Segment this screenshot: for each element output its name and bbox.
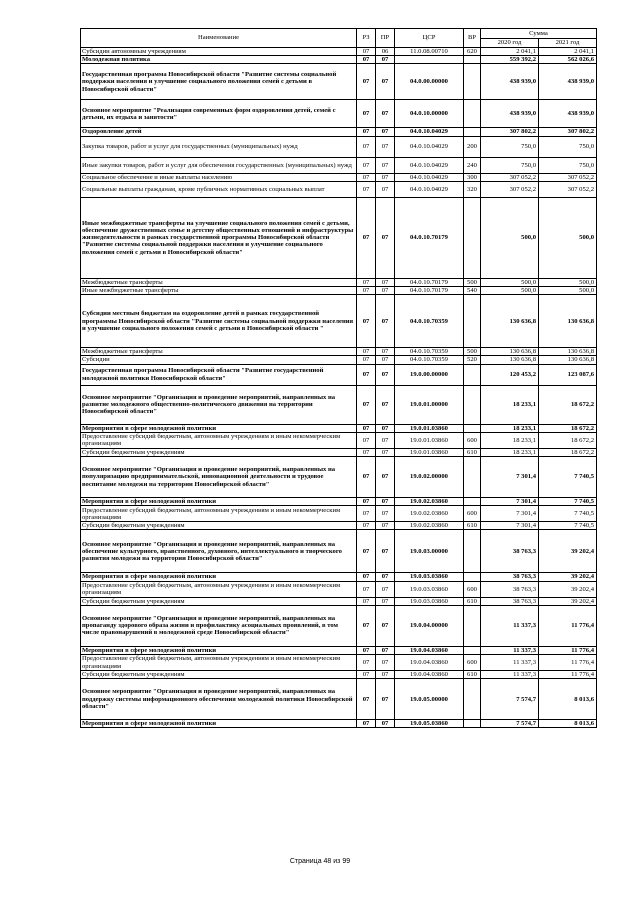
cell-sum-2021: 500,0 [539,287,597,295]
cell-sum-2021: 8 013,6 [539,720,597,728]
cell-name: Субсидии бюджетным учреждениям [81,448,357,456]
table-row [81,181,597,197]
cell-csr: 11.0.08.00710 [395,48,464,56]
table-row [81,157,597,173]
cell-rz: 07 [357,295,376,348]
cell-pr: 07 [376,457,395,498]
col-header-2020: 2020 год [481,39,539,48]
cell-name: Субсидии бюджетным учреждениям [81,671,357,679]
cell-pr: 07 [376,432,395,448]
cell-sum-2020: 307 052,2 [481,173,539,181]
cell-sum-2020: 11 337,3 [481,605,539,646]
cell-csr: 04.0.10.04029 [395,136,464,157]
table-row [81,287,597,295]
cell-rz: 07 [357,128,376,136]
cell-vr: 600 [464,655,481,671]
cell-name: Закупка товаров, работ и услуг для государственных (муниципальных) нужд [81,136,357,157]
cell-csr: 19.0.02.00000 [395,457,464,498]
cell-csr: 19.0.05.00000 [395,679,464,720]
cell-csr: 19.0.03.03860 [395,573,464,581]
cell-sum-2020: 750,0 [481,157,539,173]
table-row [81,605,597,646]
cell-csr: 04.0.10.70179 [395,287,464,295]
cell-vr: 200 [464,136,481,157]
cell-rz: 07 [357,573,376,581]
cell-pr: 07 [376,197,395,278]
cell-vr: 610 [464,671,481,679]
cell-pr: 07 [376,646,395,654]
table-row [81,128,597,136]
cell-csr: 19.0.02.03860 [395,522,464,530]
cell-sum-2021: 7 740,5 [539,522,597,530]
cell-vr [464,424,481,432]
cell-pr: 07 [376,530,395,573]
cell-name: Иные межбюджетные трансферты на улучшение социального положения семей с детьми, обеспечение дружественных семье и детству общественных отношений и инфраструктуры жизнедеятельности в рамках государственной программы Новосибирской области "Развитие системы социальной поддержки населения и улучшение социального положения семей с детьми в Новосибирской области" [81,197,357,278]
cell-rz: 07 [357,605,376,646]
cell-sum-2021: 39 202,4 [539,597,597,605]
cell-vr: 500 [464,278,481,286]
cell-pr: 07 [376,157,395,173]
cell-rz: 07 [357,356,376,364]
cell-rz: 07 [357,364,376,385]
cell-vr: 600 [464,506,481,522]
cell-rz: 07 [357,348,376,356]
cell-pr: 07 [376,506,395,522]
cell-rz: 07 [357,287,376,295]
cell-rz: 07 [357,197,376,278]
cell-pr: 07 [376,671,395,679]
cell-csr: 04.0.10.04029 [395,157,464,173]
cell-sum-2021: 7 740,5 [539,457,597,498]
cell-csr: 19.0.01.03860 [395,448,464,456]
cell-sum-2021: 18 672,2 [539,448,597,456]
cell-vr [464,364,481,385]
cell-sum-2021: 562 026,6 [539,56,597,64]
cell-sum-2020: 438 939,0 [481,64,539,100]
cell-sum-2021: 39 202,4 [539,581,597,597]
cell-csr: 04.0.10.70179 [395,278,464,286]
cell-sum-2021: 11 776,4 [539,605,597,646]
table-row [81,581,597,597]
cell-sum-2021: 750,0 [539,157,597,173]
cell-pr: 07 [376,424,395,432]
cell-sum-2020: 7 574,7 [481,679,539,720]
cell-csr: 04.0.10.70359 [395,295,464,348]
cell-pr: 07 [376,278,395,286]
table-row [81,597,597,605]
cell-sum-2021: 2 041,1 [539,48,597,56]
cell-pr: 07 [376,581,395,597]
cell-rz: 07 [357,56,376,64]
cell-vr [464,573,481,581]
cell-sum-2021: 7 740,5 [539,506,597,522]
cell-pr: 07 [376,385,395,424]
cell-csr: 19.0.04.03860 [395,671,464,679]
cell-vr: 300 [464,173,481,181]
cell-name: Иные межбюджетные трансферты [81,287,357,295]
cell-rz: 07 [357,457,376,498]
cell-sum-2020: 18 233,1 [481,424,539,432]
cell-sum-2020: 38 763,3 [481,597,539,605]
table-row [81,173,597,181]
cell-name: Субсидии автономным учреждениям [81,48,357,56]
cell-sum-2021: 307 802,2 [539,128,597,136]
cell-name: Предоставление субсидий бюджетным, автономным учреждениям и иным некоммерческим организациям [81,506,357,522]
table-body [81,48,597,728]
cell-pr: 07 [376,287,395,295]
cell-csr [395,56,464,64]
col-header-name: Наименование [81,29,357,48]
cell-vr [464,128,481,136]
cell-name: Молодежная политика [81,56,357,64]
cell-name: Основное мероприятие "Организация и проведение мероприятий, направленных на обеспечение культурного, нравственного, духовного, интеллектуального и творческого развития молодежи на территории Новосибирской области" [81,530,357,573]
budget-table-container [80,28,596,728]
cell-rz: 07 [357,278,376,286]
cell-csr: 04.0.00.00000 [395,64,464,100]
cell-csr: 19.0.03.03860 [395,581,464,597]
col-header-vr: ВР [464,29,481,48]
cell-name: Предоставление субсидий бюджетным, автономным учреждениям и иным некоммерческим организациям [81,581,357,597]
cell-pr: 07 [376,348,395,356]
col-header-rz: РЗ [357,29,376,48]
cell-vr: 610 [464,597,481,605]
cell-vr [464,385,481,424]
table-row [81,498,597,506]
cell-name: Иные закупки товаров, работ и услуг для обеспечения государственных (муниципальных) нужд [81,157,357,173]
cell-sum-2020: 438 939,0 [481,100,539,128]
cell-csr: 04.0.10.04029 [395,128,464,136]
cell-name: Межбюджетные трансферты [81,278,357,286]
cell-name: Основное мероприятие "Организация и проведение мероприятий, направленных на популяризацию предпринимательской, инновационной деятельности и трудовое воспитание молодежи на территории Новосибирской области" [81,457,357,498]
table-row [81,100,597,128]
cell-pr: 07 [376,56,395,64]
col-header-csr: ЦСР [395,29,464,48]
cell-sum-2021: 39 202,4 [539,530,597,573]
cell-name: Мероприятия в сфере молодежной политики [81,424,357,432]
cell-name: Основное мероприятие "Организация и проведение мероприятий, направленных на пропаганду здорового образа жизни и профилактику асоциальных проявлений, в том числе правонарушений в молодежной среде Новосибирской области" [81,605,357,646]
cell-vr: 320 [464,181,481,197]
cell-pr: 07 [376,64,395,100]
cell-csr: 19.0.03.00000 [395,530,464,573]
cell-rz: 07 [357,581,376,597]
cell-vr: 600 [464,432,481,448]
cell-vr [464,56,481,64]
cell-pr: 07 [376,173,395,181]
table-row [81,679,597,720]
cell-csr: 19.0.04.03860 [395,655,464,671]
cell-sum-2020: 307 052,2 [481,181,539,197]
cell-sum-2021: 11 776,4 [539,671,597,679]
cell-name: Социальное обеспечение и иные выплаты населению [81,173,357,181]
table-header [81,29,597,48]
cell-csr: 19.0.04.03860 [395,646,464,654]
cell-rz: 07 [357,48,376,56]
cell-csr: 04.0.10.04029 [395,181,464,197]
cell-csr: 04.0.10.04029 [395,173,464,181]
cell-sum-2020: 7 301,4 [481,522,539,530]
cell-rz: 07 [357,522,376,530]
table-row [81,530,597,573]
cell-rz: 07 [357,100,376,128]
cell-csr: 19.0.01.03860 [395,424,464,432]
cell-pr: 07 [376,498,395,506]
cell-name: Основное мероприятие "Организация и проведение мероприятий, направленных на развитие молодежного общественно-политического движения на территории Новосибирской области" [81,385,357,424]
table-row [81,671,597,679]
cell-rz: 07 [357,646,376,654]
cell-vr [464,64,481,100]
cell-name: Предоставление субсидий бюджетным, автономным учреждениям и иным некоммерческим организациям [81,655,357,671]
cell-sum-2020: 18 233,1 [481,448,539,456]
cell-pr: 07 [376,573,395,581]
page-number: Страница 48 из 99 [289,858,351,865]
cell-sum-2021: 8 013,6 [539,679,597,720]
cell-name: Субсидии бюджетным учреждениям [81,597,357,605]
cell-rz: 07 [357,671,376,679]
cell-pr: 07 [376,605,395,646]
cell-vr [464,720,481,728]
cell-name: Субсидии [81,356,357,364]
cell-pr: 07 [376,522,395,530]
cell-csr: 19.0.00.00000 [395,364,464,385]
table-row [81,295,597,348]
cell-csr: 19.0.05.03860 [395,720,464,728]
cell-vr: 610 [464,448,481,456]
table-row [81,64,597,100]
cell-vr: 520 [464,356,481,364]
cell-sum-2020: 2 041,1 [481,48,539,56]
cell-sum-2021: 11 776,4 [539,646,597,654]
table-row [81,364,597,385]
cell-vr [464,295,481,348]
cell-name: Субсидии местным бюджетам на оздоровление детей в рамках государственной программы Новосибирской области "Развитие системы социальной поддержки населения и улучшение социального положения семей с детьми в Новосибирской области " [81,295,357,348]
table-row [81,385,597,424]
cell-rz: 07 [357,432,376,448]
cell-sum-2021: 130 636,8 [539,348,597,356]
cell-sum-2020: 38 763,3 [481,573,539,581]
cell-vr [464,605,481,646]
cell-name: Социальные выплаты гражданам, кроме публичных нормативных социальных выплат [81,181,357,197]
cell-sum-2021: 123 087,6 [539,364,597,385]
cell-name: Мероприятия в сфере молодежной политики [81,720,357,728]
cell-rz: 07 [357,679,376,720]
col-header-pr: ПР [376,29,395,48]
cell-sum-2020: 38 763,3 [481,581,539,597]
cell-csr: 19.0.02.03860 [395,498,464,506]
cell-name: Государственная программа Новосибирской области "Развитие системы социальной поддержки населения и улучшение социального положения семей с детьми в Новосибирской области" [81,64,357,100]
cell-vr: 600 [464,581,481,597]
cell-sum-2020: 11 337,3 [481,671,539,679]
cell-sum-2020: 130 636,8 [481,356,539,364]
cell-rz: 07 [357,448,376,456]
cell-vr [464,530,481,573]
table-row [81,655,597,671]
cell-csr: 04.0.10.70359 [395,356,464,364]
cell-vr [464,197,481,278]
col-header-2021: 2021 год [539,39,597,48]
cell-csr: 19.0.02.03860 [395,506,464,522]
table-row [81,424,597,432]
cell-csr: 04.0.10.00000 [395,100,464,128]
cell-sum-2020: 120 453,2 [481,364,539,385]
cell-pr: 07 [376,448,395,456]
cell-sum-2021: 39 202,4 [539,573,597,581]
cell-vr [464,100,481,128]
cell-sum-2020: 7 301,4 [481,457,539,498]
cell-sum-2020: 11 337,3 [481,655,539,671]
cell-name: Основное мероприятие "Организация и проведение мероприятий, направленных на поддержку системы информационного обеспечения молодежной политики Новосибирской области" [81,679,357,720]
cell-sum-2020: 7 301,4 [481,498,539,506]
cell-sum-2021: 130 636,8 [539,356,597,364]
cell-sum-2020: 500,0 [481,287,539,295]
cell-rz: 07 [357,181,376,197]
cell-name: Субсидии бюджетным учреждениям [81,522,357,530]
cell-pr: 06 [376,48,395,56]
cell-sum-2021: 750,0 [539,136,597,157]
cell-pr: 07 [376,655,395,671]
cell-vr [464,646,481,654]
cell-name: Межбюджетные трансферты [81,348,357,356]
cell-csr: 19.0.04.00000 [395,605,464,646]
cell-pr: 07 [376,597,395,605]
cell-rz: 07 [357,424,376,432]
table-row [81,197,597,278]
cell-pr: 07 [376,356,395,364]
table-row [81,720,597,728]
cell-name: Мероприятия в сфере молодежной политики [81,646,357,654]
table-row [81,56,597,64]
cell-vr: 610 [464,522,481,530]
table-row [81,432,597,448]
cell-sum-2021: 7 740,5 [539,498,597,506]
cell-csr: 19.0.03.03860 [395,597,464,605]
table-row [81,356,597,364]
cell-sum-2020: 750,0 [481,136,539,157]
cell-pr: 07 [376,679,395,720]
cell-sum-2021: 307 052,2 [539,173,597,181]
cell-rz: 07 [357,173,376,181]
cell-sum-2021: 18 672,2 [539,424,597,432]
cell-rz: 07 [357,597,376,605]
cell-pr: 07 [376,128,395,136]
cell-csr: 19.0.01.00000 [395,385,464,424]
cell-sum-2020: 500,0 [481,197,539,278]
cell-sum-2020: 11 337,3 [481,646,539,654]
budget-table [80,28,597,728]
cell-csr: 04.0.10.70359 [395,348,464,356]
cell-vr: 500 [464,348,481,356]
table-row [81,348,597,356]
cell-sum-2021: 307 052,2 [539,181,597,197]
table-row [81,457,597,498]
cell-pr: 07 [376,181,395,197]
cell-sum-2021: 500,0 [539,278,597,286]
cell-vr: 540 [464,287,481,295]
cell-rz: 07 [357,720,376,728]
cell-vr [464,679,481,720]
cell-sum-2021: 11 776,4 [539,655,597,671]
cell-sum-2020: 18 233,1 [481,432,539,448]
cell-name: Мероприятия в сфере молодежной политики [81,573,357,581]
cell-vr [464,457,481,498]
cell-csr: 19.0.01.03860 [395,432,464,448]
cell-sum-2020: 130 636,8 [481,295,539,348]
cell-sum-2020: 559 392,2 [481,56,539,64]
cell-name: Оздоровление детей [81,128,357,136]
cell-sum-2021: 438 939,0 [539,100,597,128]
table-row [81,448,597,456]
cell-rz: 07 [357,136,376,157]
table-row [81,48,597,56]
col-header-sum: Сумма [481,29,597,39]
cell-name: Государственная программа Новосибирской области "Развитие государственной молодежной политики Новосибирской области" [81,364,357,385]
cell-csr: 04.0.10.70179 [395,197,464,278]
cell-sum-2020: 38 763,3 [481,530,539,573]
cell-vr: 240 [464,157,481,173]
cell-rz: 07 [357,64,376,100]
cell-pr: 07 [376,720,395,728]
cell-sum-2021: 18 672,2 [539,432,597,448]
table-row [81,646,597,654]
cell-pr: 07 [376,295,395,348]
cell-name: Предоставление субсидий бюджетным, автономным учреждениям и иным некоммерческим организациям [81,432,357,448]
cell-sum-2020: 500,0 [481,278,539,286]
cell-sum-2020: 18 233,1 [481,385,539,424]
cell-vr [464,498,481,506]
table-row [81,136,597,157]
cell-vr: 620 [464,48,481,56]
cell-rz: 07 [357,506,376,522]
cell-pr: 07 [376,136,395,157]
cell-sum-2021: 130 636,8 [539,295,597,348]
cell-sum-2020: 307 802,2 [481,128,539,136]
cell-sum-2021: 438 939,0 [539,64,597,100]
cell-pr: 07 [376,100,395,128]
table-row [81,522,597,530]
cell-name: Мероприятия в сфере молодежной политики [81,498,357,506]
cell-rz: 07 [357,385,376,424]
cell-name: Основное мероприятие "Реализация современных форм оздоровления детей, семей с детьми, их отдыха и занятости" [81,100,357,128]
table-row [81,278,597,286]
cell-sum-2020: 7 301,4 [481,506,539,522]
cell-rz: 07 [357,655,376,671]
cell-rz: 07 [357,530,376,573]
cell-sum-2020: 130 636,8 [481,348,539,356]
cell-rz: 07 [357,498,376,506]
cell-pr: 07 [376,364,395,385]
cell-sum-2020: 7 574,7 [481,720,539,728]
cell-sum-2021: 18 672,2 [539,385,597,424]
cell-rz: 07 [357,157,376,173]
cell-sum-2021: 500,0 [539,197,597,278]
table-row [81,506,597,522]
table-row [81,573,597,581]
